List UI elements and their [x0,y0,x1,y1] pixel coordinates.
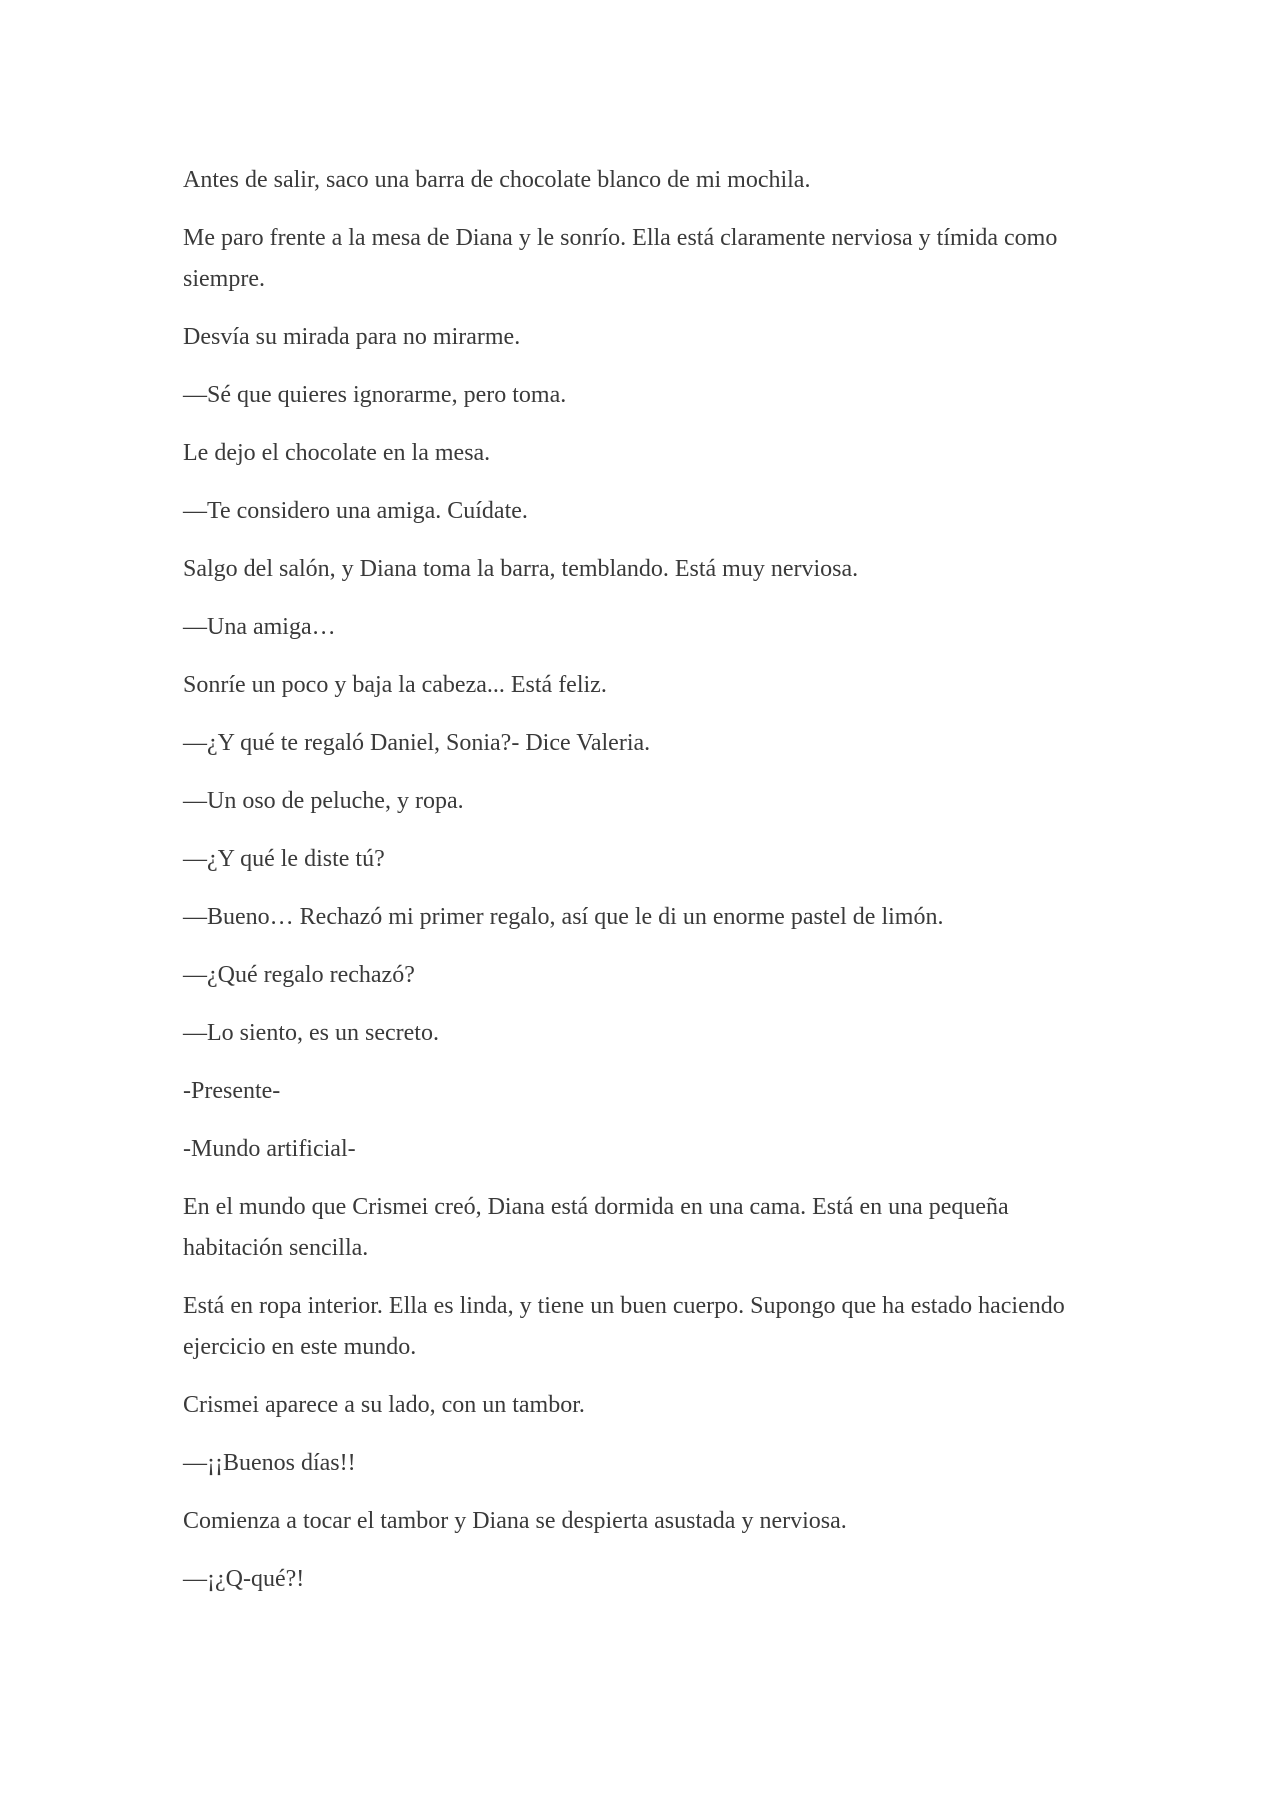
paragraph: —Sé que quieres ignorarme, pero toma. [183,382,567,408]
paragraph: —¿Y qué te regaló Daniel, Sonia?- Dice Valeria. [183,730,651,756]
paragraph: Comienza a tocar el tambor y Diana se despierta asustada y nerviosa. [183,1508,847,1534]
paragraph: Crismei aparece a su lado, con un tambor. [183,1392,585,1418]
paragraph: —Bueno… Rechazó mi primer regalo, así que le di un enorme pastel de limón. [183,904,944,930]
paragraph: —¿Y qué le diste tú? [183,846,385,872]
paragraph: —¡¿Q-qué?! [183,1566,305,1592]
paragraph: —¡¡Buenos días!! [183,1450,356,1476]
paragraph: —Lo siento, es un secreto. [183,1020,439,1046]
paragraph: Salgo del salón, y Diana toma la barra, temblando. Está muy nerviosa. [183,556,859,582]
paragraph: Desvía su mirada para no mirarme. [183,324,521,350]
paragraph: Está en ropa interior. Ella es linda, y tiene un buen cuerpo. Supongo que ha estado haciendo ejercicio en este mundo. [183,1293,1065,1360]
section-heading: -Mundo artificial- [183,1136,356,1162]
paragraph: —Te considero una amiga. Cuídate. [183,498,528,524]
section-heading: -Presente- [183,1078,281,1104]
paragraph: Me paro frente a la mesa de Diana y le sonrío. Ella está claramente nerviosa y tímida como siempre. [183,225,1058,292]
paragraph: En el mundo que Crismei creó, Diana está dormida en una cama. Está en una pequeña habitación sencilla. [183,1194,1009,1261]
paragraph: Antes de salir, saco una barra de chocolate blanco de mi mochila. [183,167,811,193]
paragraph: —Un oso de peluche, y ropa. [183,788,464,814]
paragraph: Sonríe un poco y baja la cabeza... Está feliz. [183,672,607,698]
paragraph: —Una amiga… [183,614,336,640]
document-body [183,160,1083,1617]
paragraph: Le dejo el chocolate en la mesa. [183,440,491,466]
paragraph: —¿Qué regalo rechazó? [183,962,415,988]
